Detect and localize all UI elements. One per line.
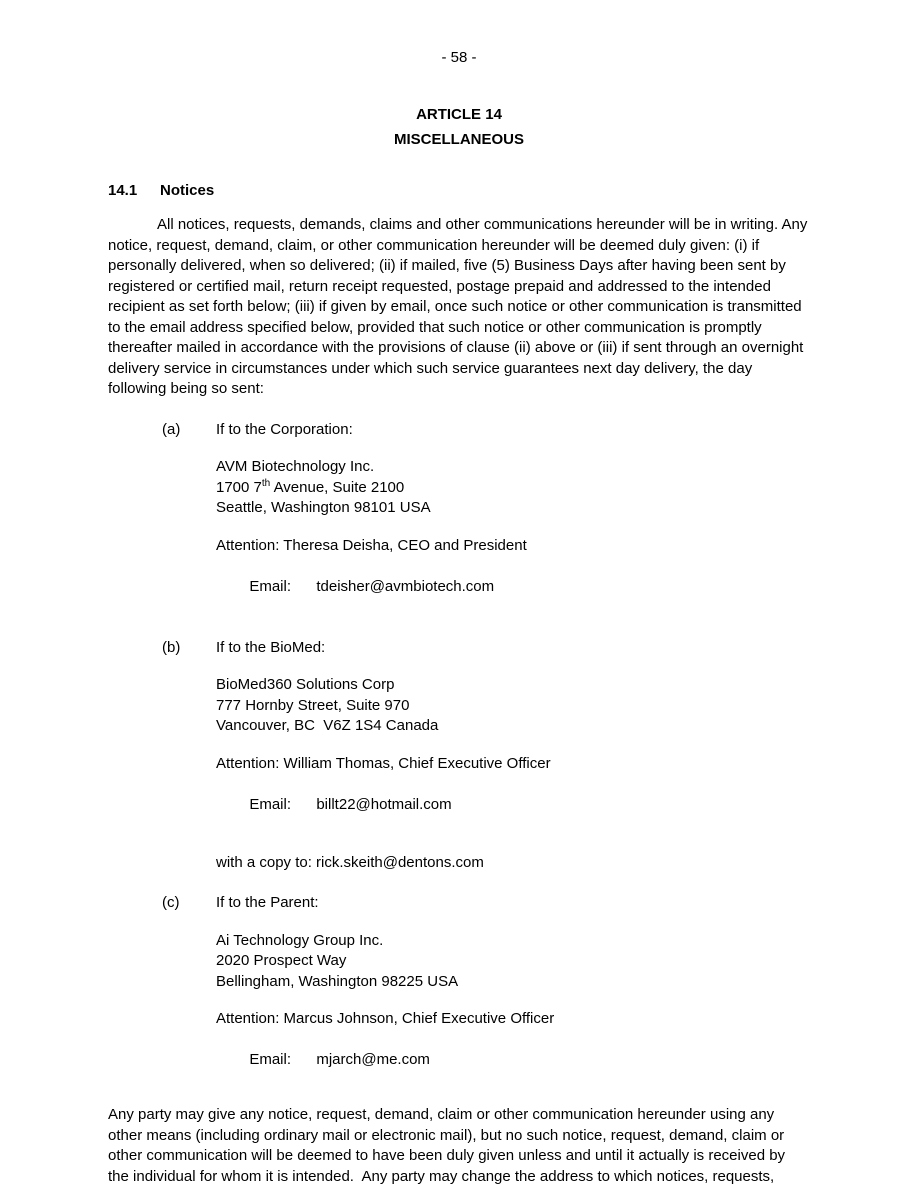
address-block bbox=[216, 457, 810, 519]
notice-heading-text: If to the BioMed: bbox=[216, 638, 326, 656]
notice-label: (a) bbox=[162, 420, 181, 438]
section-number: 14.1 bbox=[108, 181, 138, 199]
notice-heading bbox=[108, 638, 810, 659]
email-line bbox=[216, 556, 810, 618]
notice-heading bbox=[108, 893, 810, 914]
address-line: BioMed360 Solutions Corp bbox=[216, 676, 395, 693]
address-line: Seattle, Washington 98101 USA bbox=[216, 499, 431, 516]
email-address: mjarch@me.com bbox=[316, 1051, 430, 1068]
copy-to-line: with a copy to: rick.skeith@dentons.com bbox=[216, 853, 484, 871]
section-heading bbox=[108, 181, 810, 202]
contact-block bbox=[216, 536, 810, 618]
address-line: Vancouver, BC V6Z 1S4 Canada bbox=[216, 717, 439, 734]
notice-label: (b) bbox=[162, 638, 181, 656]
email-address: billt22@hotmail.com bbox=[316, 795, 452, 813]
section-title: Notices bbox=[160, 181, 215, 199]
address-line bbox=[216, 478, 810, 499]
attention-line: Attention: William Thomas, Chief Executive Officer bbox=[216, 754, 551, 772]
address-line: Bellingham, Washington 98225 USA bbox=[216, 972, 459, 990]
email-line bbox=[216, 1030, 810, 1092]
notice-block-c bbox=[108, 893, 810, 1091]
notice-block-a bbox=[108, 420, 810, 618]
email-label: Email: bbox=[249, 577, 292, 595]
notice-heading-text: If to the Parent: bbox=[216, 894, 319, 911]
article-title: ARTICLE 14 bbox=[416, 105, 502, 123]
attention-line: Attention: Marcus Johnson, Chief Executive Officer bbox=[216, 1010, 555, 1027]
notice-block-b bbox=[108, 638, 810, 874]
page-number: - 58 - bbox=[441, 49, 477, 66]
contact-block bbox=[216, 1009, 810, 1091]
notice-heading bbox=[108, 420, 810, 441]
ordinal-superscript: th bbox=[261, 477, 271, 489]
address-line: AVM Biotechnology Inc. bbox=[216, 458, 375, 475]
address-line-part: Avenue, Suite 2100 bbox=[270, 478, 405, 496]
address-block bbox=[216, 931, 810, 993]
address-line-part: 1700 7 bbox=[216, 478, 262, 496]
attention-line: Attention: Theresa Deisha, CEO and President bbox=[216, 536, 527, 554]
address-line: 2020 Prospect Way bbox=[216, 952, 347, 969]
address-line: Ai Technology Group Inc. bbox=[216, 931, 384, 949]
article-subtitle: MISCELLANEOUS bbox=[393, 131, 524, 148]
address-block bbox=[216, 675, 810, 737]
notice-heading-text: If to the Corporation: bbox=[216, 420, 353, 438]
contact-block bbox=[216, 754, 810, 836]
notice-label: (c) bbox=[162, 894, 180, 911]
email-label: Email: bbox=[249, 795, 292, 813]
email-line bbox=[216, 774, 810, 836]
email-address: tdeisher@avmbiotech.com bbox=[316, 577, 495, 595]
address-line: 777 Hornby Street, Suite 970 bbox=[216, 696, 410, 714]
email-label: Email: bbox=[249, 1051, 292, 1068]
intro-paragraph: All notices, requests, demands, claims and other communications hereunder will be in writing. Any notice, request, demand, claim, or other communication hereunder will be deemed duly given: (i) if personally delivered, when so delivered; (ii) if mailed, five (5) Business Days after having been sent by registered or certified mail, return receipt requested, postage prepaid and addressed to the intended recipient as set forth below; (iii) if given by email, once such notice or other communication is transmitted to the email address specified below, provided that such notice or other communication is promptly thereafter mailed in accordance with the provisions of clause (ii) above or (iii) if sent through an overnight delivery service in circumstances under which such service guarantees next day delivery, the day following being so sent: bbox=[108, 216, 812, 397]
closing-paragraph: Any party may give any notice, request, demand, claim or other communication hereunder using any other means (including ordinary mail or electronic mail), but no such notice, request, demand, claim or other communication will be deemed to have been duly given unless and until it actually is received by the individual for whom it is intended. Any party may change the address to which notices, requests, bbox=[108, 1106, 790, 1185]
